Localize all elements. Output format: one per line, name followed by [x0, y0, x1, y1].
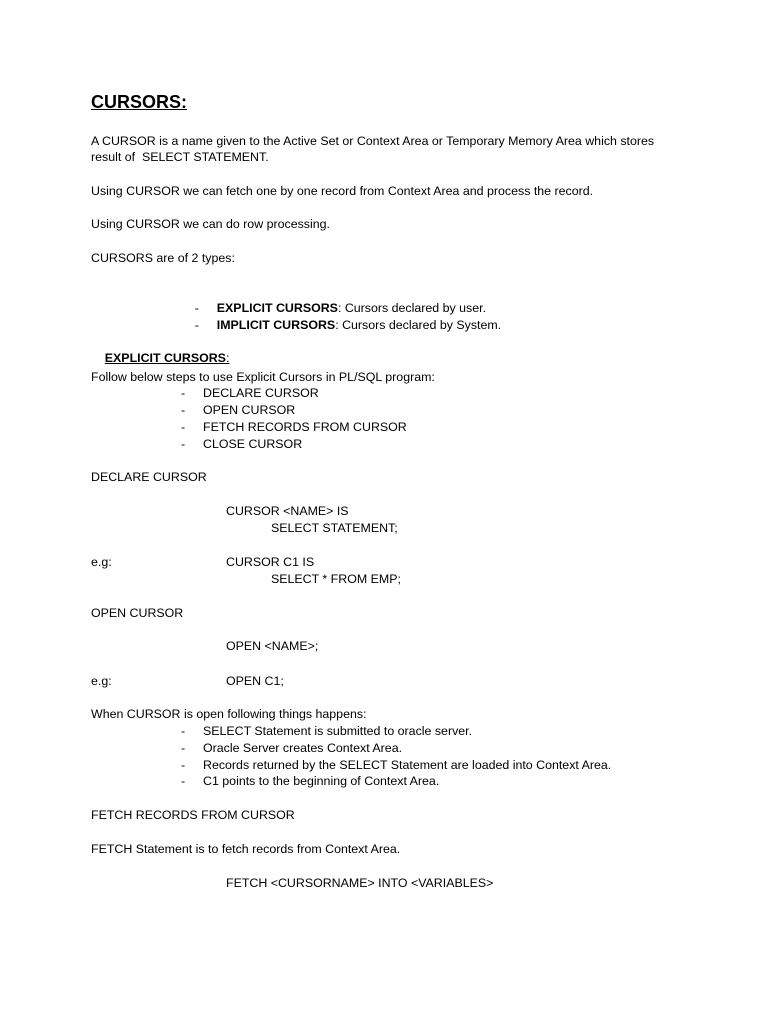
declare-syntax-line-1: CURSOR <NAME> IS [226, 504, 349, 518]
explicit-heading-colon: : [225, 351, 230, 365]
step-item [181, 419, 407, 435]
explicit-desc: : Cursors declared by user. [337, 301, 487, 315]
explicit-term: EXPLICIT CURSORS [216, 301, 338, 315]
bullet-dash: - [181, 758, 186, 772]
intro-line-2: result of SELECT STATEMENT. [91, 150, 269, 164]
declare-eg-line-1: CURSOR C1 IS [226, 555, 315, 569]
fetch-paragraph: Using CURSOR we can fetch one by one record from Context Area and process the record. [91, 184, 594, 198]
fetch-syntax: FETCH <CURSORNAME> INTO <VARIABLES> [226, 876, 494, 890]
step-text: DECLARE CURSOR [203, 386, 319, 400]
bullet-dash: - [181, 386, 186, 400]
bullet-dash: - [181, 420, 186, 434]
declare-eg-line-2: SELECT * FROM EMP; [271, 572, 401, 586]
declare-eg-label: e.g: [91, 555, 112, 569]
bullet-dash: - [181, 741, 186, 755]
bullet-dash: - [181, 774, 186, 788]
open-eg: OPEN C1; [226, 674, 284, 688]
when-open-item [181, 740, 402, 756]
bullet-dash: - [181, 403, 186, 417]
step-item [181, 436, 302, 452]
open-eg-label: e.g: [91, 674, 112, 688]
bullet-dash: - [194, 318, 199, 332]
when-open-text: C1 points to the beginning of Context Area. [203, 774, 440, 788]
declare-heading: DECLARE CURSOR [91, 470, 207, 484]
implicit-desc: : Cursors declared by System. [335, 318, 502, 332]
when-open-intro: When CURSOR is open following things happens: [91, 707, 367, 721]
page-title: CURSORS: [91, 92, 188, 112]
step-text: CLOSE CURSOR [203, 437, 303, 451]
explicit-heading-text: EXPLICIT CURSORS [104, 351, 226, 365]
open-heading: OPEN CURSOR [91, 606, 184, 620]
step-item [181, 402, 295, 418]
when-open-item [181, 757, 611, 773]
when-open-text: Oracle Server creates Context Area. [203, 741, 403, 755]
bullet-dash: - [194, 301, 199, 315]
step-text: FETCH RECORDS FROM CURSOR [203, 420, 407, 434]
when-open-item [181, 773, 439, 789]
intro-line-1: A CURSOR is a name given to the Active Set or Context Area or Temporary Memory Area which stores [91, 134, 655, 148]
when-open-text: SELECT Statement is submitted to oracle server. [203, 724, 473, 738]
when-open-item [181, 723, 472, 739]
open-syntax: OPEN <NAME>; [226, 639, 319, 653]
implicit-term: IMPLICIT CURSORS [216, 318, 336, 332]
types-intro: CURSORS are of 2 types: [91, 251, 235, 265]
row-processing-paragraph: Using CURSOR we can do row processing. [91, 217, 330, 231]
steps-intro: Follow below steps to use Explicit Cursors in PL/SQL program: [91, 370, 435, 384]
step-item [181, 385, 319, 401]
fetch-description: FETCH Statement is to fetch records from Context Area. [91, 842, 401, 856]
declare-syntax-line-2: SELECT STATEMENT; [271, 521, 398, 535]
step-text: OPEN CURSOR [203, 403, 296, 417]
fetch-heading: FETCH RECORDS FROM CURSOR [91, 808, 295, 822]
bullet-dash: - [181, 724, 186, 738]
bullet-dash: - [181, 437, 186, 451]
when-open-text: Records returned by the SELECT Statement are loaded into Context Area. [203, 758, 612, 772]
